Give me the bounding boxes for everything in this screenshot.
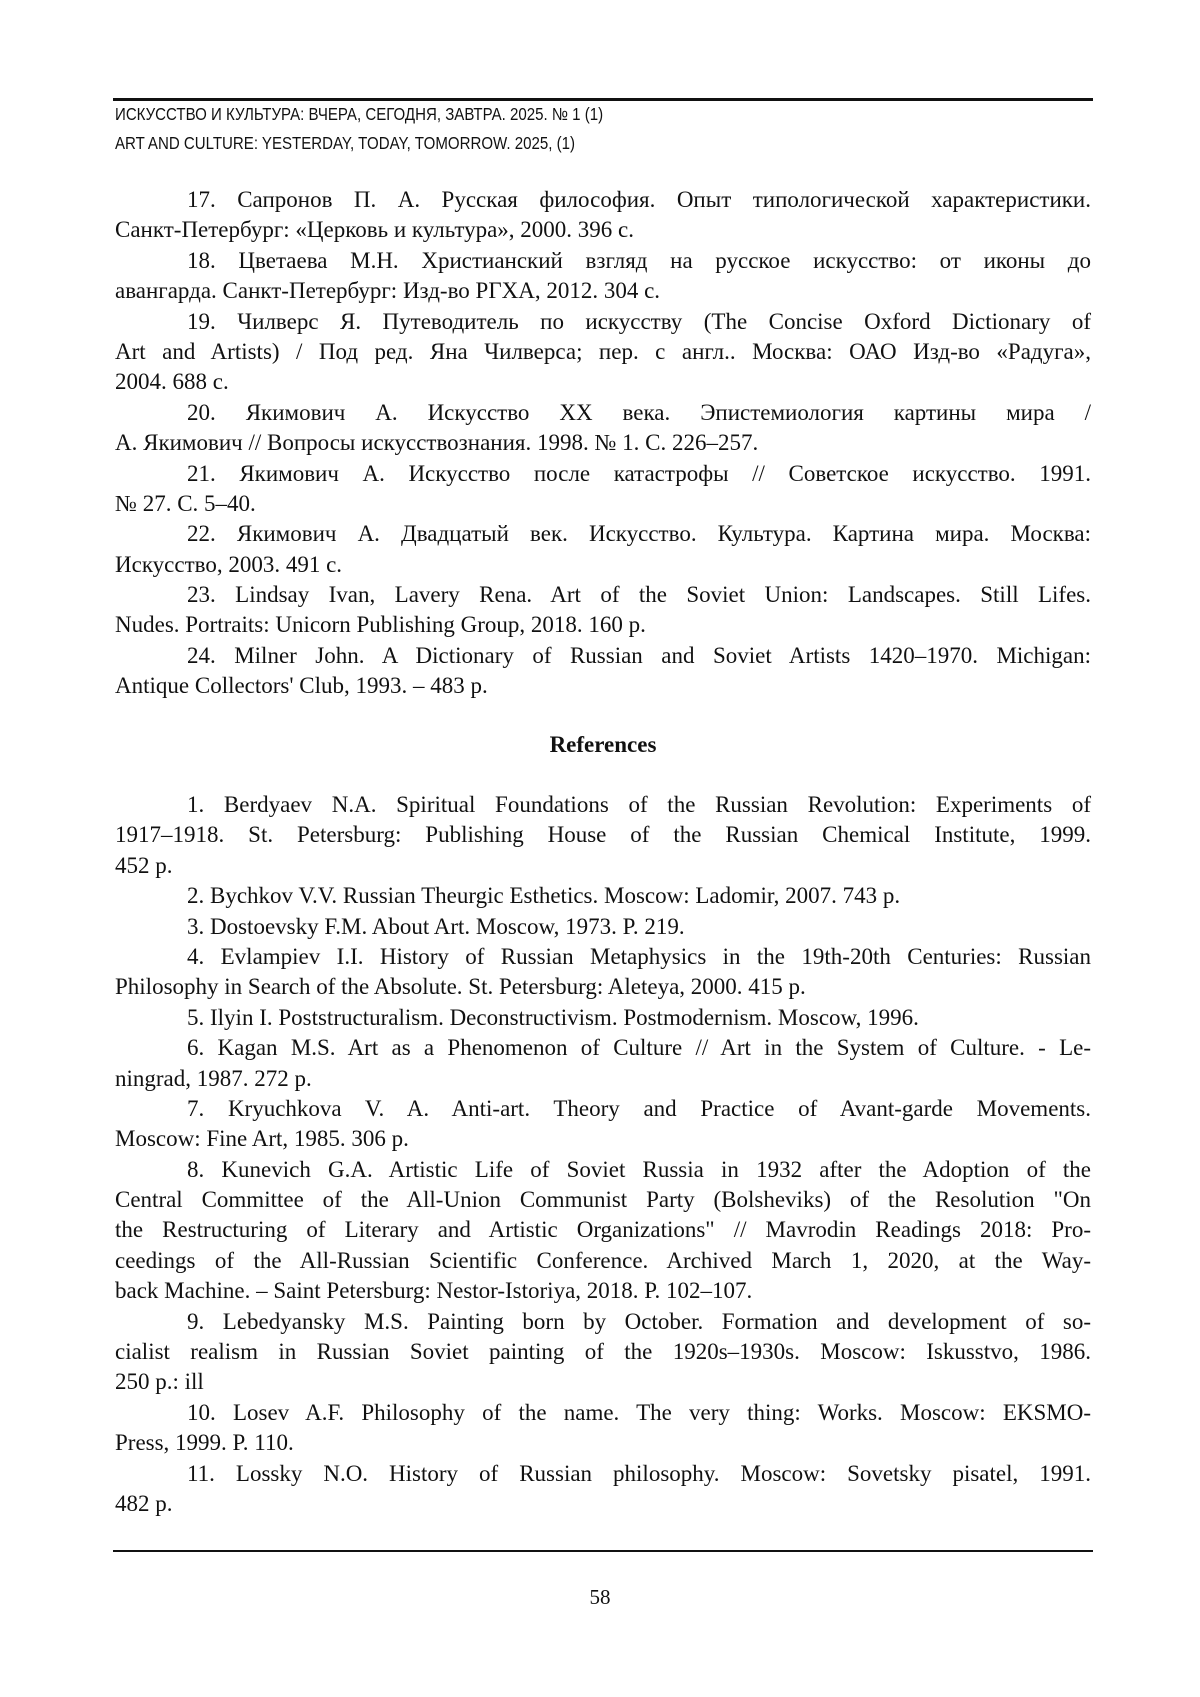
reference-entry bbox=[115, 307, 1091, 398]
reference-line: 452 p. bbox=[115, 851, 1091, 881]
reference-line: 4. Evlampiev I.I. History of Russian Metaphysics in the 19th-20th Centuries: Russian bbox=[115, 942, 1091, 972]
reference-line: 11. Lossky N.O. History of Russian philosophy. Moscow: Sovetsky pisatel, 1991. bbox=[115, 1459, 1091, 1489]
reference-line: Санкт-Петербург: «Церковь и культура», 2000. 396 с. bbox=[115, 215, 1091, 245]
reference-line: Philosophy in Search of the Absolute. St. Petersburg: Aleteya, 2000. 415 p. bbox=[115, 972, 1091, 1002]
reference-line: Press, 1999. P. 110. bbox=[115, 1428, 1091, 1458]
reference-line: back Machine. – Saint Petersburg: Nestor-Istoriya, 2018. P. 102–107. bbox=[115, 1276, 1091, 1306]
journal-title-ru: ИСКУССТВО И КУЛЬТУРА: ВЧЕРА, СЕГОДНЯ, ЗАВТРА. 2025. № 1 (1) bbox=[115, 103, 603, 125]
reference-entry bbox=[115, 246, 1091, 307]
reference-line: 1. Berdyaev N.A. Spiritual Foundations of the Russian Revolution: Experiments of bbox=[115, 790, 1091, 820]
reference-line: № 27. С. 5–40. bbox=[115, 489, 1091, 519]
footer-rule bbox=[113, 1550, 1093, 1552]
reference-entry bbox=[115, 398, 1091, 459]
reference-entry bbox=[115, 1459, 1091, 1520]
reference-line: 18. Цветаева М.Н. Христианский взгляд на русское искусство: от иконы до bbox=[115, 246, 1091, 276]
reference-entry bbox=[115, 185, 1091, 246]
reference-entry bbox=[115, 641, 1091, 702]
reference-line: 10. Losev A.F. Philosophy of the name. The very thing: Works. Moscow: EKSMO- bbox=[115, 1398, 1091, 1428]
reference-entry bbox=[115, 912, 1091, 942]
reference-line: ceedings of the All-Russian Scientific Conference. Archived March 1, 2020, at the Way- bbox=[115, 1246, 1091, 1276]
reference-line: Искусство, 2003. 491 с. bbox=[115, 550, 1091, 580]
reference-line: А. Якимович // Вопросы искусствознания. 1998. № 1. С. 226–257. bbox=[115, 428, 1091, 458]
literature-list bbox=[115, 185, 1091, 702]
reference-line: 19. Чилверс Я. Путеводитель по искусству (The Concise Oxford Dictionary of bbox=[115, 307, 1091, 337]
reference-line: ningrad, 1987. 272 p. bbox=[115, 1064, 1091, 1094]
reference-line: 1917–1918. St. Petersburg: Publishing House of the Russian Chemical Institute, 1999. bbox=[115, 820, 1091, 850]
reference-line: Art and Artists) / Под ред. Яна Чилверса; пер. с англ.. Москва: ОАО Изд-во «Радуга», bbox=[115, 337, 1091, 367]
reference-line: 9. Lebedyansky M.S. Painting born by October. Formation and development of so- bbox=[115, 1307, 1091, 1337]
reference-entry bbox=[115, 881, 1091, 911]
reference-line: Central Committee of the All-Union Communist Party (Bolsheviks) of the Resolution "On bbox=[115, 1185, 1091, 1215]
reference-line: 24. Milner John. A Dictionary of Russian and Soviet Artists 1420–1970. Michigan: bbox=[115, 641, 1091, 671]
reference-line: авангарда. Санкт-Петербург: Изд-во РГХА, 2012. 304 с. bbox=[115, 276, 1091, 306]
reference-entry bbox=[115, 519, 1091, 580]
reference-entry bbox=[115, 580, 1091, 641]
reference-line: 21. Якимович А. Искусство после катастрофы // Советское искусство. 1991. bbox=[115, 459, 1091, 489]
reference-line: 3. Dostoevsky F.M. About Art. Moscow, 1973. P. 219. bbox=[115, 912, 1091, 942]
reference-line: 250 p.: ill bbox=[115, 1367, 1091, 1397]
reference-entry bbox=[115, 459, 1091, 520]
reference-line: Moscow: Fine Art, 1985. 306 p. bbox=[115, 1124, 1091, 1154]
reference-line: 2004. 688 с. bbox=[115, 367, 1091, 397]
reference-line: 2. Bychkov V.V. Russian Theurgic Esthetics. Moscow: Ladomir, 2007. 743 p. bbox=[115, 881, 1091, 911]
reference-entry bbox=[115, 1307, 1091, 1398]
reference-line: the Restructuring of Literary and Artistic Organizations" // Mavrodin Readings 2018: Pro- bbox=[115, 1215, 1091, 1245]
page-number: 58 bbox=[0, 1584, 1200, 1610]
references-heading: References bbox=[115, 730, 1091, 760]
reference-line: 23. Lindsay Ivan, Lavery Rena. Art of the Soviet Union: Landscapes. Still Lifes. bbox=[115, 580, 1091, 610]
reference-line: 20. Якимович А. Искусство XX века. Эпистемиология картины мира / bbox=[115, 398, 1091, 428]
reference-line: cialist realism in Russian Soviet painting of the 1920s–1930s. Moscow: Iskusstvo, 1986. bbox=[115, 1337, 1091, 1367]
reference-entry bbox=[115, 1155, 1091, 1307]
reference-entry bbox=[115, 1033, 1091, 1094]
reference-line: Antique Collectors' Club, 1993. – 483 p. bbox=[115, 671, 1091, 701]
references-list bbox=[115, 790, 1091, 1519]
reference-line: 482 p. bbox=[115, 1489, 1091, 1519]
reference-line: 7. Kryuchkova V. A. Anti-art. Theory and Practice of Avant-garde Movements. bbox=[115, 1094, 1091, 1124]
header-rule bbox=[113, 98, 1093, 101]
reference-line: 6. Kagan M.S. Art as a Phenomenon of Culture // Art in the System of Culture. - Le- bbox=[115, 1033, 1091, 1063]
journal-title-en: ART AND CULTURE: YESTERDAY, TODAY, TOMORROW. 2025, (1) bbox=[115, 132, 575, 154]
reference-line: 5. Ilyin I. Poststructuralism. Deconstructivism. Postmodernism. Moscow, 1996. bbox=[115, 1003, 1091, 1033]
reference-line: 8. Kunevich G.A. Artistic Life of Soviet Russia in 1932 after the Adoption of the bbox=[115, 1155, 1091, 1185]
reference-line: Nudes. Portraits: Unicorn Publishing Group, 2018. 160 p. bbox=[115, 610, 1091, 640]
reference-entry bbox=[115, 1003, 1091, 1033]
reference-entry bbox=[115, 1094, 1091, 1155]
reference-entry bbox=[115, 790, 1091, 881]
reference-line: 22. Якимович А. Двадцатый век. Искусство. Культура. Картина мира. Москва: bbox=[115, 519, 1091, 549]
reference-entry bbox=[115, 1398, 1091, 1459]
reference-line: 17. Сапронов П. А. Русская философия. Опыт типологической характеристики. bbox=[115, 185, 1091, 215]
reference-entry bbox=[115, 942, 1091, 1003]
